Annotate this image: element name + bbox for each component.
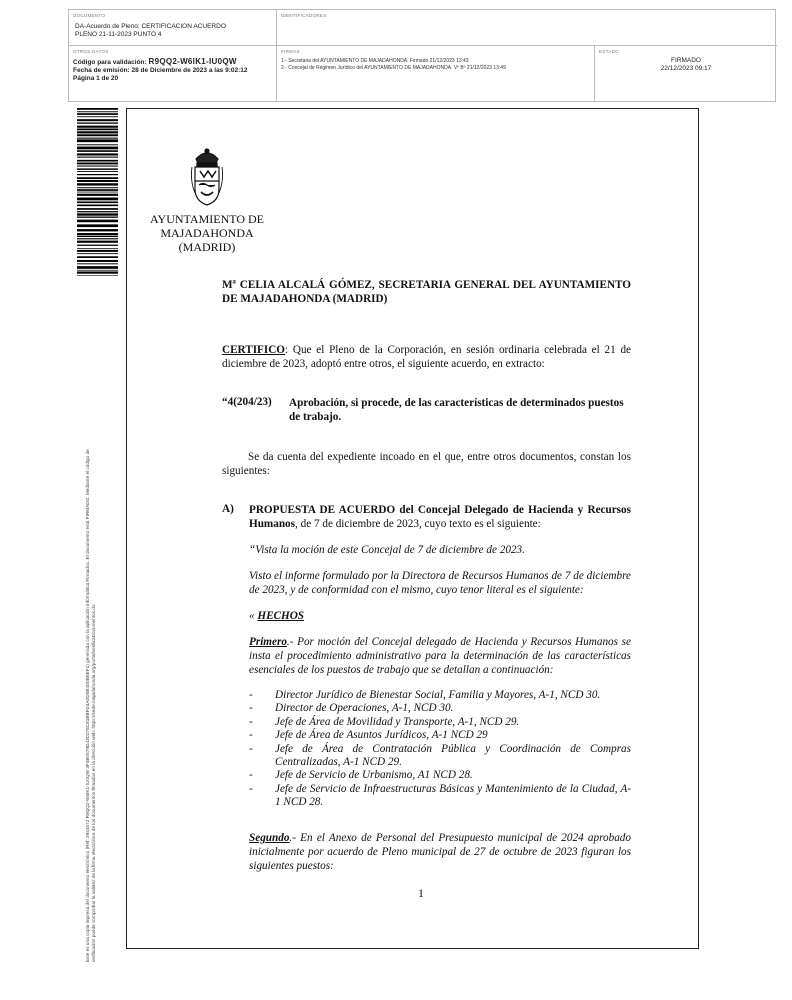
primero-paragraph: Primero.- Por moción del Concejal delegado de Hacienda y Recursos Humanos se insta el procedimiento administrativo para la determinación de las características esenciales de los puestos de trabajo que se detallan a continuación: xyxy=(249,636,631,676)
page-number: 1 xyxy=(418,886,424,900)
estado-values xyxy=(595,57,777,73)
segundo-label: Segundo xyxy=(249,832,290,844)
coat-of-arms-icon xyxy=(188,145,226,207)
documento-cell xyxy=(69,10,277,46)
header-divider xyxy=(276,10,277,101)
validation-code[interactable]: R9QQ2-W6IK1-IU0QW xyxy=(148,57,237,66)
documento-label: DOCUMENTO xyxy=(73,13,106,18)
list-item: - Jefe de Área de Asuntos Jurídicos, A-1 NCD 29 xyxy=(249,729,488,742)
list-item: - Director de Operaciones, A-1, NCD 30. xyxy=(249,702,454,715)
documento-value: DA-Acuerdo de Pleno: CERTIFICACION ACUERDO PLENO 21-11-2023 PUNTO 4 xyxy=(75,23,226,38)
identificadores-cell xyxy=(277,10,777,46)
identificadores-label: IDENTIFICADORES xyxy=(281,13,327,18)
verification-line: Este es una copia impresa del documento electrónico (Ref: 2944572 R9QQ2-W6IK1-IU0QW 3F4B0579D43D275C81BBFD4A0D0B40DB8EF1) generada con la aplicación informática Firmadoc. El documento está FIRMADO. Mediante el código de xyxy=(85,449,90,962)
da-cuenta-paragraph: Se da cuenta del expediente incoado en el que, entre otros documentos, constan los siguientes: xyxy=(222,451,631,477)
firmas-list xyxy=(281,58,506,72)
list-item: - Jefe de Área de Movilidad y Transporte, A-1, NCD 29. xyxy=(249,715,520,728)
list-item: - Director Jurídico de Bienestar Social, Familia y Mayores, A-1, NCD 30. xyxy=(249,689,601,701)
visto-paragraph: Visto el informe formulado por la Directora de Recursos Humanos de 7 de diciembre de 2023, y de conformidad con el mismo, cuyo tenor literal es el siguiente: xyxy=(249,570,631,596)
section-letter: A) xyxy=(222,503,234,515)
firmas-label: FIRMAS xyxy=(281,49,300,54)
certifico-label: CERTIFICO xyxy=(222,344,286,356)
list-item: - Jefe de Servicio de Infraestructuras Básicas y Mantenimiento de la Ciudad, A-1 NCD 28. xyxy=(249,782,631,809)
otros-datos-label: OTROS DATOS xyxy=(73,49,109,54)
propuesta-title: PROPUESTA DE ACUERDO del Concejal Delegado de Hacienda y Recursos Humanos xyxy=(249,504,631,530)
certifico-paragraph: CERTIFICO: Que el Pleno de la Corporación, en sesión ordinaria celebrada el 21 de diciembre de 2023, adoptó entre otros, el siguiente acuerdo, en extracto: xyxy=(222,344,631,370)
hechos-heading: « HECHOS xyxy=(249,610,305,622)
otros-datos-values xyxy=(73,58,248,83)
verification-sidebar-text xyxy=(85,302,97,962)
estado-value: FIRMADO xyxy=(671,57,701,64)
propuesta-paragraph: PROPUESTA DE ACUERDO del Concejal Delegado de Hacienda y Recursos Humanos, de 7 de diciembre de 2023, cuyo texto es el siguiente: xyxy=(249,504,631,530)
item-number: “4(204/23) xyxy=(222,396,272,408)
estado-date: 22/12/2023 09:17 xyxy=(660,65,712,72)
estado-cell xyxy=(595,46,777,102)
verification-line: verificación puede comprobar la validez de la firma electrónica de los documentos firmados en la dirección web: https://sede.majadahonda.org/portal/verificaDocumentos.do xyxy=(91,604,96,962)
header-divider xyxy=(594,46,595,101)
pagina-info: Página 1 de 20 xyxy=(73,75,119,82)
firma-item: 1.- Secretaria del AYUNTAMIENTO DE MAJADAHONDA. Firmado 21/12/2023 13:43 xyxy=(281,58,469,64)
estado-label: ESTADO xyxy=(599,49,619,54)
firmas-cell xyxy=(277,46,595,102)
vista-paragraph: “Vista la moción de este Concejal de 7 de diciembre de 2023. xyxy=(249,544,525,556)
secretaria-heading: Mª CELIA ALCALÁ GÓMEZ, SECRETARIA GENERAL DEL AYUNTAMIENTO DE MAJADAHONDA (MADRID) xyxy=(222,279,631,305)
firma-item: 2.- Concejal de Régimen Jurídico del AYUNTAMIENTO DE MAJADAHONDA. Vº Bº 21/12/2023 13:49 xyxy=(281,65,506,71)
otros-datos-cell xyxy=(69,46,277,102)
puestos-list xyxy=(249,689,631,810)
barcode-icon xyxy=(77,108,118,276)
fecha-emision: Fecha de emisión: 28 de Diciembre de 2023 a las 9:02:12 xyxy=(73,67,248,74)
list-item: - Jefe de Área de Contratación Pública y Coordinación de Compras Centralizadas, A-1 NCD 29. xyxy=(249,742,631,769)
letterhead: AYUNTAMIENTO DE MAJADAHONDA (MADRID) xyxy=(149,212,265,254)
codigo-label: Código para validación: xyxy=(73,59,147,66)
list-item: - Jefe de Servicio de Urbanismo, A1 NCD 28. xyxy=(249,769,473,782)
document-metadata-header xyxy=(68,9,776,102)
item-title: Aprobación, si procede, de las características de determinados puestos de trabajo. xyxy=(289,397,624,423)
primero-label: Primero xyxy=(249,636,287,648)
segundo-paragraph: Segundo.- En el Anexo de Personal del Presupuesto municipal de 2024 aprobado inicialmente por acuerdo de Pleno municipal de 27 de octubre de 2023 figuran los siguientes puestos: xyxy=(249,832,631,872)
